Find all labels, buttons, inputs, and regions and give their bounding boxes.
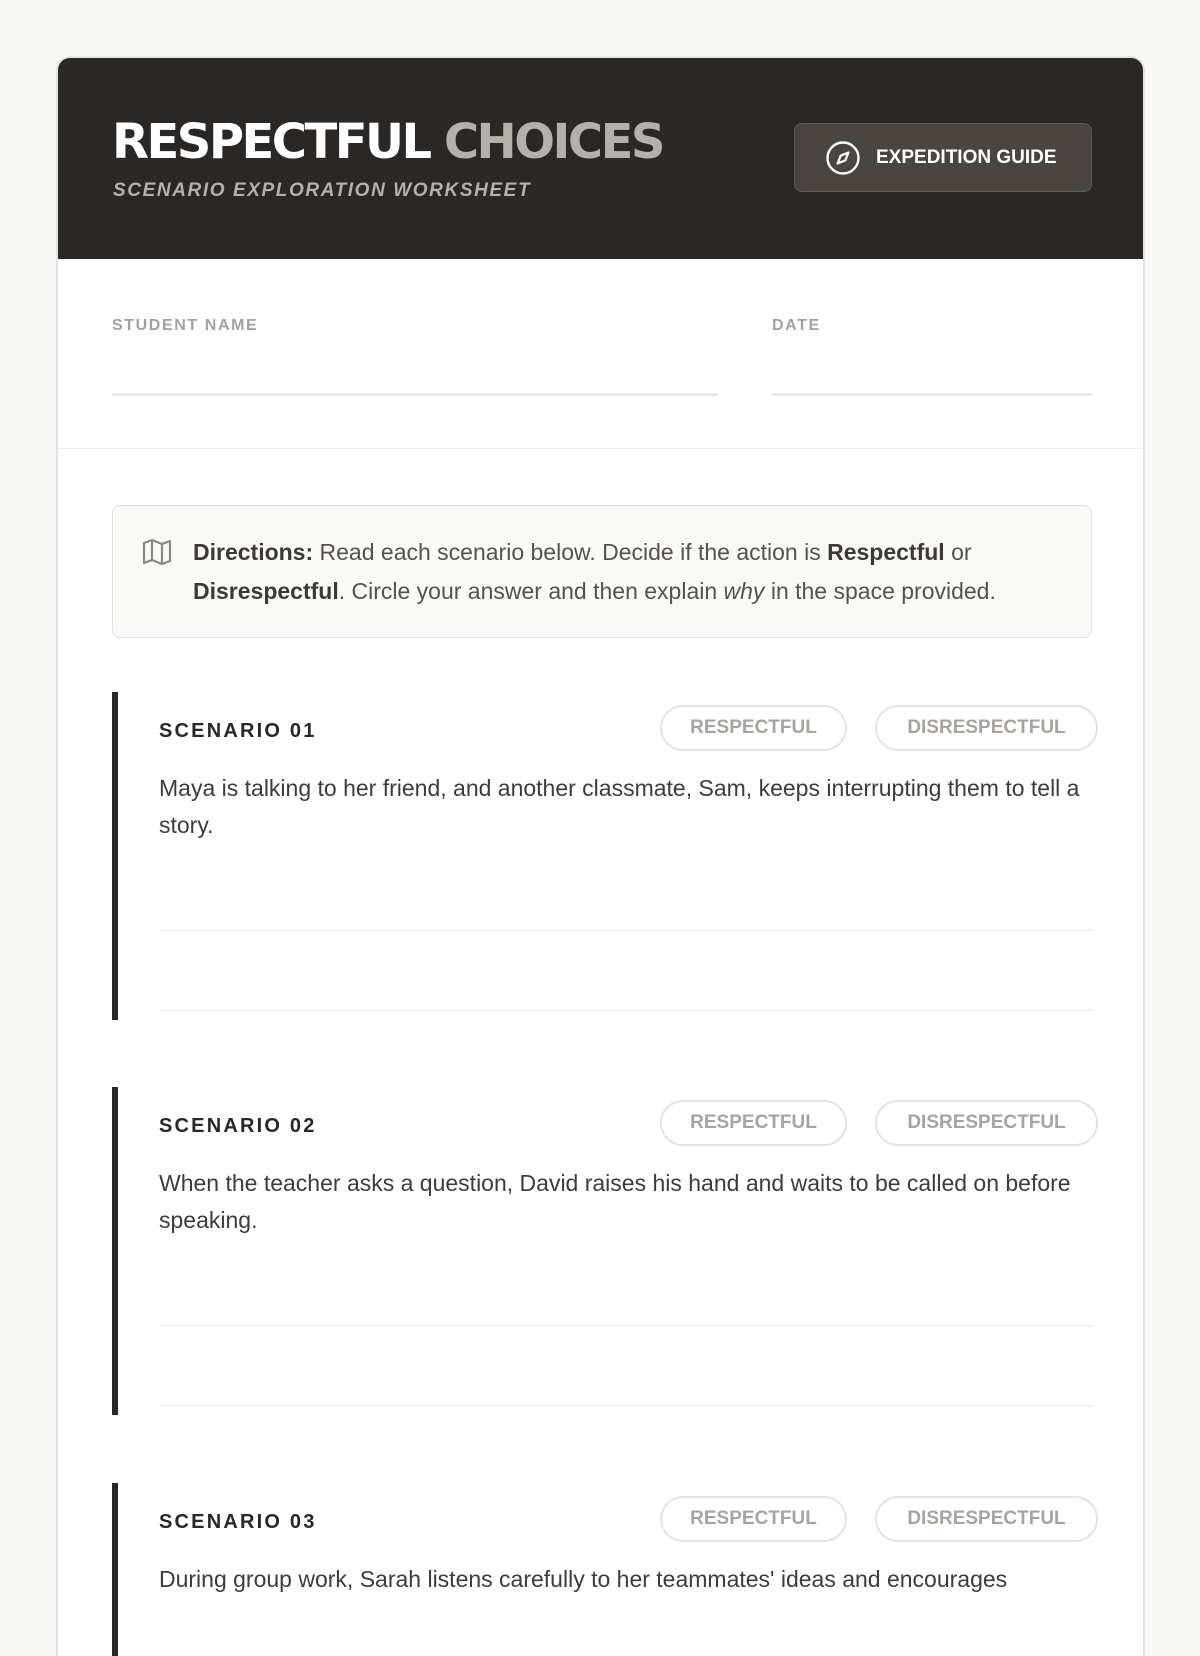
scenario-text: Maya is talking to her friend, and another classmate, Sam, keeps interrupting them to tell a story. [159,775,1080,838]
answer-line [159,930,1092,931]
page-subtitle: SCENARIO EXPLORATION WORKSHEET [113,180,532,201]
title-main: RESPECTFUL [112,114,430,170]
scenario-text: When the teacher asks a question, David raises his hand and waits to be called on before speaking. [159,1170,1071,1233]
student-name-field[interactable] [112,347,718,393]
expedition-guide-label: EXPEDITION GUIDE [876,146,1057,168]
expedition-guide-button[interactable] [794,123,1092,192]
scenario-title: SCENARIO 01 [159,720,317,742]
directions-text-part: Read each scenario below. Decide if the action is [313,539,828,565]
directions-why: why [723,578,765,604]
title-accent: CHOICES [443,114,663,170]
scenario-title: SCENARIO 02 [159,1115,317,1137]
map-icon [141,536,173,568]
worksheet-header [58,58,1143,259]
directions-box [112,505,1092,638]
date-field[interactable] [772,347,1092,393]
date-underline [772,393,1092,396]
student-name-label: STUDENT NAME [112,317,259,334]
scenario-card [112,692,1092,1020]
scenario-title: SCENARIO 03 [159,1511,317,1533]
date-label: DATE [772,317,821,334]
directions-lead: Directions: [193,539,314,565]
page-title [112,114,663,170]
compass-icon [825,140,861,176]
directions-text [193,533,1063,611]
answer-line [159,1010,1092,1011]
respectful-option[interactable]: RESPECTFUL [660,705,847,751]
directions-text-part: . Circle your answer and then explain [338,578,724,604]
scenario-card [112,1087,1092,1415]
directions-text-part: or [944,539,972,565]
respectful-option[interactable]: RESPECTFUL [660,1100,847,1146]
directions-text-part: in the space provided. [764,578,996,604]
directions-respectful: Respectful [827,539,945,565]
scenario-card [112,1483,1092,1656]
scenario-text: During group work, Sarah listens carefully to her teammates' ideas and encourages [159,1566,1008,1592]
student-info-row [58,259,1143,449]
disrespectful-option[interactable]: DISRESPECTFUL [875,1496,1098,1542]
disrespectful-option[interactable]: DISRESPECTFUL [875,1100,1098,1146]
directions-disrespectful: Disrespectful [193,578,339,604]
answer-line [159,1325,1092,1326]
worksheet-card [56,56,1145,1656]
disrespectful-option[interactable]: DISRESPECTFUL [875,705,1098,751]
respectful-option[interactable]: RESPECTFUL [660,1496,847,1542]
answer-line [159,1405,1092,1406]
student-name-underline [112,393,718,396]
